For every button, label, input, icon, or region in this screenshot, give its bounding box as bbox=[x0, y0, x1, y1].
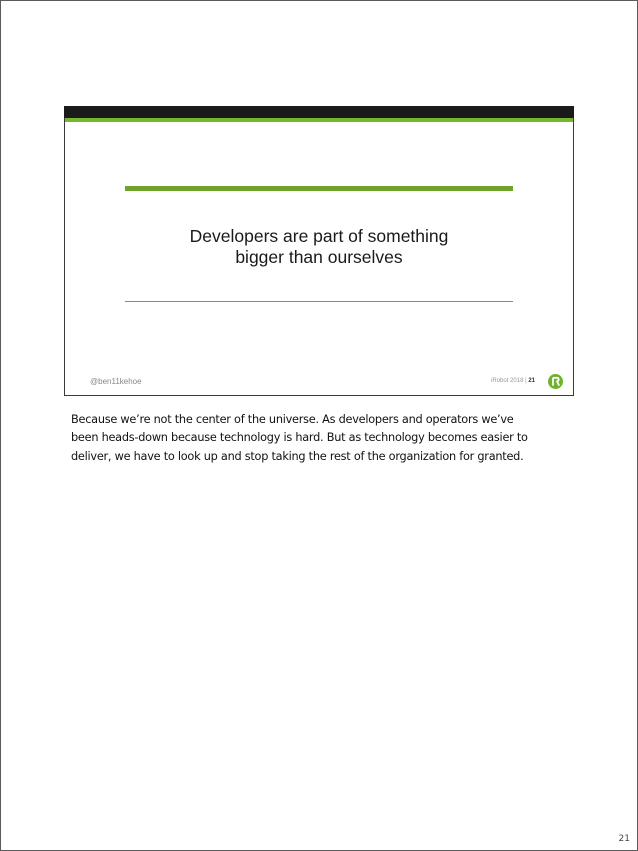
irobot-r-icon bbox=[548, 374, 563, 389]
notes-line-3: deliver, we have to look up and stop taking the rest of the organization for granted. bbox=[71, 449, 524, 463]
speaker-notes bbox=[71, 411, 571, 466]
slide-title-line1: Developers are part of something bbox=[189, 226, 449, 246]
author-handle: @ben11kehoe bbox=[90, 377, 142, 386]
slide-footer bbox=[491, 378, 535, 384]
slide-title-line2: bigger than ourselves bbox=[235, 247, 403, 267]
notes-line-1: Because we’re not the center of the universe. As developers and operators we’ve bbox=[71, 413, 514, 426]
title-rule-top bbox=[125, 186, 513, 191]
slide-title bbox=[65, 226, 573, 268]
title-rule-bottom bbox=[125, 301, 513, 302]
notes-line-2: been heads-down because technology is hard. But as technology becomes easier to bbox=[71, 431, 528, 445]
slide-top-bar bbox=[64, 106, 574, 118]
page-number: 21 bbox=[618, 834, 630, 844]
footer-event: iRobot 2018 | bbox=[491, 378, 527, 384]
slide-thumbnail bbox=[64, 106, 574, 396]
slide-top-accent bbox=[65, 118, 573, 122]
footer-page-number: 21 bbox=[528, 378, 535, 384]
